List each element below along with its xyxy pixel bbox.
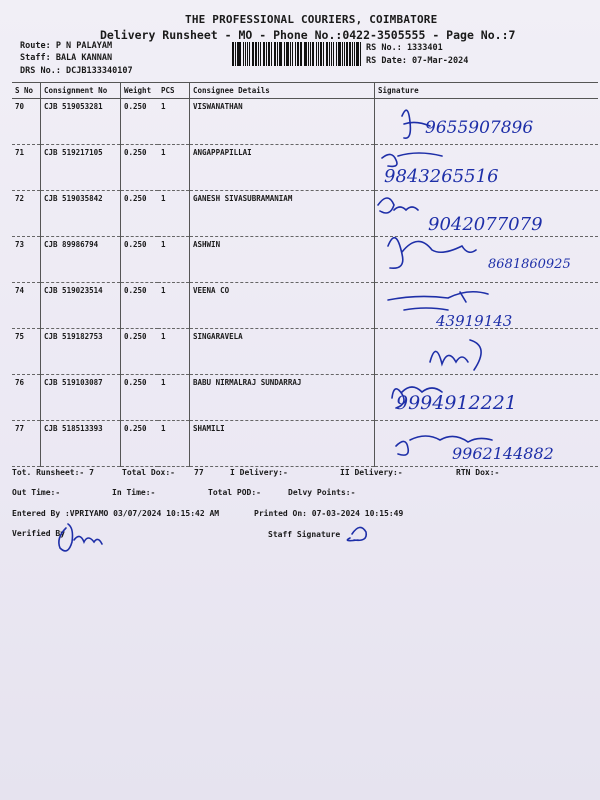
col-consignee: Consignee Details: [190, 83, 375, 99]
cell-weight: 0.250: [121, 237, 159, 283]
cell-sno: 76: [12, 375, 41, 421]
cell-weight: 0.250: [121, 191, 159, 237]
sig-note-73: 8681860925: [488, 257, 571, 272]
col-weight: Weight: [121, 83, 159, 99]
cell-consignment: CJB 519035842: [41, 191, 121, 237]
cell-weight: 0.250: [121, 375, 159, 421]
cell-consignee: VEENA CO: [190, 283, 375, 329]
cell-weight: 0.250: [121, 145, 159, 191]
cell-weight: 0.250: [121, 99, 159, 145]
out-time: Out Time:-: [12, 488, 61, 497]
in-time: In Time:-: [112, 488, 156, 497]
entered-by: Entered By :VPRIYAMO 03/07/2024 10:15:42 AM: [12, 509, 220, 518]
delvy-points: Delvy Points:-: [288, 488, 356, 497]
col-signature: Signature: [375, 83, 599, 99]
cell-pcs: 1: [158, 99, 190, 145]
ii-delivery: II Delivery:-: [340, 468, 403, 477]
staff-signature-mark: [347, 527, 366, 540]
cell-sno: 74: [12, 283, 41, 329]
cell-weight: 0.250: [121, 421, 159, 467]
cell-pcs: 1: [158, 421, 190, 467]
verified-by-label: Verified By: [12, 529, 65, 538]
cell-sno: 77: [12, 421, 41, 467]
cell-weight: 0.250: [121, 329, 159, 375]
sig-note-74: 43919143: [436, 312, 513, 330]
cell-sno: 71: [12, 145, 41, 191]
staff-signature-label: Staff Signature: [268, 530, 341, 539]
cell-pcs: 1: [158, 329, 190, 375]
rs-number: RS No.: 1333401: [366, 43, 443, 53]
i-delivery: I Delivery:-: [230, 468, 288, 477]
cell-consignment: CJB 519053281: [41, 99, 121, 145]
rtn-dox: RTN Dox:-: [456, 468, 500, 477]
runsheet-title: Delivery Runsheet - MO - Phone No.:0422-3505555 - Page No.:7: [100, 28, 516, 42]
cell-consignment: CJB 518513393: [41, 421, 121, 467]
cell-pcs: 1: [158, 283, 190, 329]
cell-sno: 70: [12, 99, 41, 145]
total-dox-label: Total Dox:-: [122, 468, 175, 477]
cell-pcs: 1: [158, 237, 190, 283]
drs-number: DRS No.: DCJB133340107: [20, 66, 133, 76]
sig-note-71: 9843265516: [384, 166, 499, 187]
cell-consignment: CJB 519103087: [41, 375, 121, 421]
cell-sno: 73: [12, 237, 41, 283]
cell-consignment: CJB 89986794: [41, 237, 121, 283]
cell-consignment: CJB 519217105: [41, 145, 121, 191]
total-dox-value: 77: [194, 468, 204, 477]
cell-consignee: ANGAPPAPILLAI: [190, 145, 375, 191]
col-consignment: Consignment No: [41, 83, 121, 99]
cell-consignee: BABU NIRMALRAJ SUNDARRAJ: [190, 375, 375, 421]
cell-consignee: SHAMILI: [190, 421, 375, 467]
cell-sno: 75: [12, 329, 41, 375]
sig-note-76: 9994912221: [396, 392, 517, 414]
cell-pcs: 1: [158, 145, 190, 191]
staff-label: Staff: BALA KANNAN: [20, 53, 113, 63]
sig-note-70: 9655907896: [425, 118, 534, 138]
cell-pcs: 1: [158, 375, 190, 421]
route-label: Route: P N PALAYAM: [20, 41, 113, 51]
cell-consignee: VISWANATHAN: [190, 99, 375, 145]
col-pcs: PCS: [158, 83, 190, 99]
cell-sno: 72: [12, 191, 41, 237]
sig-note-77: 9962144882: [452, 444, 554, 463]
col-sno: S No: [12, 83, 41, 99]
total-pod: Total POD:-: [208, 488, 261, 497]
tot-runsheet: Tot. Runsheet:- 7: [12, 468, 94, 477]
verifier-signature-mark: [59, 524, 102, 551]
cell-consignee: SINGARAVELA: [190, 329, 375, 375]
cell-consignment: CJB 519023514: [41, 283, 121, 329]
cell-weight: 0.250: [121, 283, 159, 329]
rs-date: RS Date: 07-Mar-2024: [366, 56, 469, 66]
cell-consignee: GANESH SIVASUBRAMANIAM: [190, 191, 375, 237]
sig-note-72: 9042077079: [428, 214, 543, 235]
company-name: THE PROFESSIONAL COURIERS, COIMBATORE: [185, 13, 438, 26]
cell-pcs: 1: [158, 191, 190, 237]
printed-on: Printed On: 07-03-2024 10:15:49: [254, 509, 404, 518]
cell-consignee: ASHWIN: [190, 237, 375, 283]
cell-consignment: CJB 519182753: [41, 329, 121, 375]
